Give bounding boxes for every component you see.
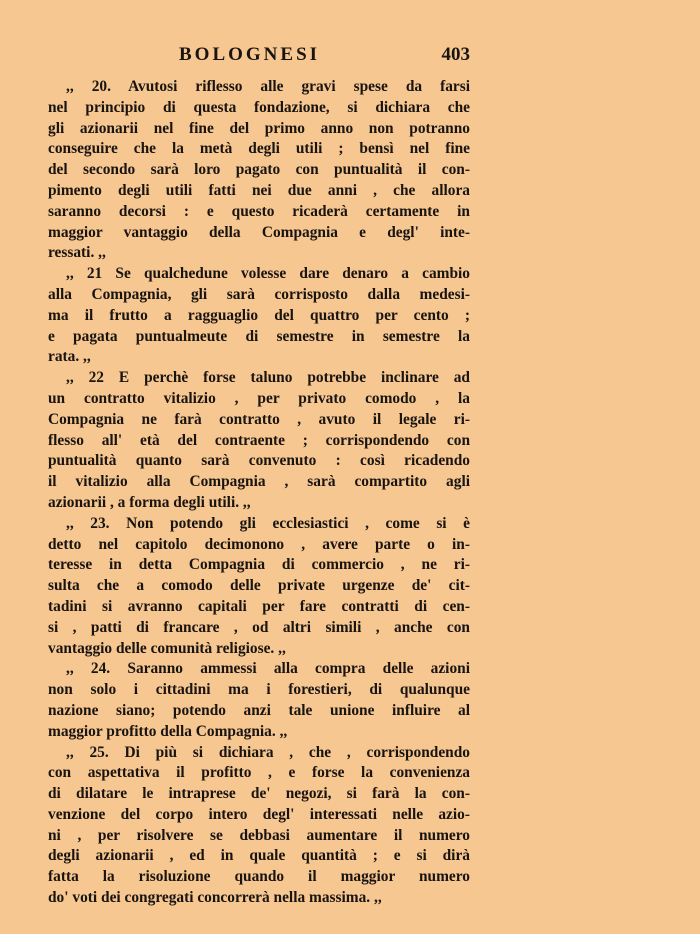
text-line: alla Compagnia, gli sarà corrisposto dalla medesi-: [48, 285, 470, 303]
text-line: il vitalizio alla Compagnia , sarà compartito agli: [48, 473, 470, 491]
text-line: si , patti di francare , od altri simili , anche con: [48, 618, 470, 636]
text-line: ,, 20. Avutosi riflesso alle gravi spese da farsi: [66, 78, 470, 95]
text-line: ,, 23. Non potendo gli ecclesiastici , come si è: [66, 514, 470, 532]
text-line: fatta la risoluzione quando il maggior numero: [48, 868, 470, 886]
text-line: nazione siano; potendo anzi tale unione influire al: [48, 701, 470, 719]
text-line: nel principio di questa fondazione, si dichiara che: [48, 98, 470, 116]
text-line: puntualità quanto sarà convenuto : così ricadendo: [48, 452, 470, 470]
text-line: del secondo sarà loro pagato con puntualità il con-: [48, 161, 470, 179]
body-text: [48, 77, 470, 909]
text-line: Compagnia ne farà contratto , avuto il legale ri-: [48, 410, 470, 428]
text-line: pimento degli utili fatti nei due anni , che allora: [48, 181, 470, 199]
text-line: di dilatare le intraprese de' negozi, si farà la con-: [48, 785, 470, 803]
text-line: ma il frutto a ragguaglio del quattro per cento ;: [48, 306, 470, 324]
text-line: conseguire che la metà degli utili ; bensì nel fine: [48, 140, 470, 158]
text-line: ,, 25. Di più si dichiara , che , corrispondendo: [66, 743, 470, 761]
text-line: ni , per risolvere se debbasi aumentare il numero: [48, 826, 470, 844]
text-line: tadini si avranno capitali per fare contratti di cen-: [48, 597, 470, 615]
text-line: venzione del corpo intero degl' interessati nelle azio-: [48, 805, 470, 823]
text-line: ressati. ,,: [48, 244, 106, 262]
text-line: flesso all' età del contraente ; corrispondendo con: [48, 431, 470, 449]
text-line: con aspettativa il profitto , e forse la convenienza: [48, 764, 470, 782]
text-line: e pagata puntualmeute di semestre in semestre la: [48, 327, 470, 345]
text-line: azionarii , a forma degli utili. ,,: [48, 493, 251, 511]
text-line: sulta che a comodo delle private urgenze de' cit-: [48, 577, 470, 595]
text-line: ,, 22 E perchè forse taluno potrebbe inclinare ad: [66, 369, 470, 387]
text-line: non solo i cittadini ma i forestieri, di qualunque: [48, 681, 470, 699]
running-title: BOLOGNESI: [179, 44, 321, 65]
text-line: vantaggio delle comunità religiose. ,,: [48, 639, 286, 657]
text-line: maggior profitto della Compagnia. ,,: [48, 722, 288, 740]
page-number: 403: [441, 44, 470, 65]
text-line: teresse in detta Compagnia di commercio , ne ri-: [48, 556, 470, 574]
text-line: gli azionarii nel fine del primo anno non potranno: [48, 119, 470, 137]
running-head: [48, 44, 470, 68]
text-line: degli azionarii , ed in quale quantità ; e si dirà: [48, 847, 470, 865]
text-line: saranno decorsi : e questo ricaderà certamente in: [48, 202, 470, 220]
text-line: ,, 24. Saranno ammessi alla compra delle azioni: [66, 660, 470, 678]
text-line: rata. ,,: [48, 348, 91, 366]
text-line: detto nel capitolo decimonono , avere parte o in-: [48, 535, 470, 553]
text-line: un contratto vitalizio , per privato comodo , la: [48, 389, 470, 407]
text-line: maggior vantaggio della Compagnia e degl' inte-: [48, 223, 470, 241]
text-line: do' voti dei congregati concorrerà nella massima. ,,: [48, 889, 382, 907]
text-line: ,, 21 Se qualchedune volesse dare denaro a cambio: [66, 265, 470, 283]
